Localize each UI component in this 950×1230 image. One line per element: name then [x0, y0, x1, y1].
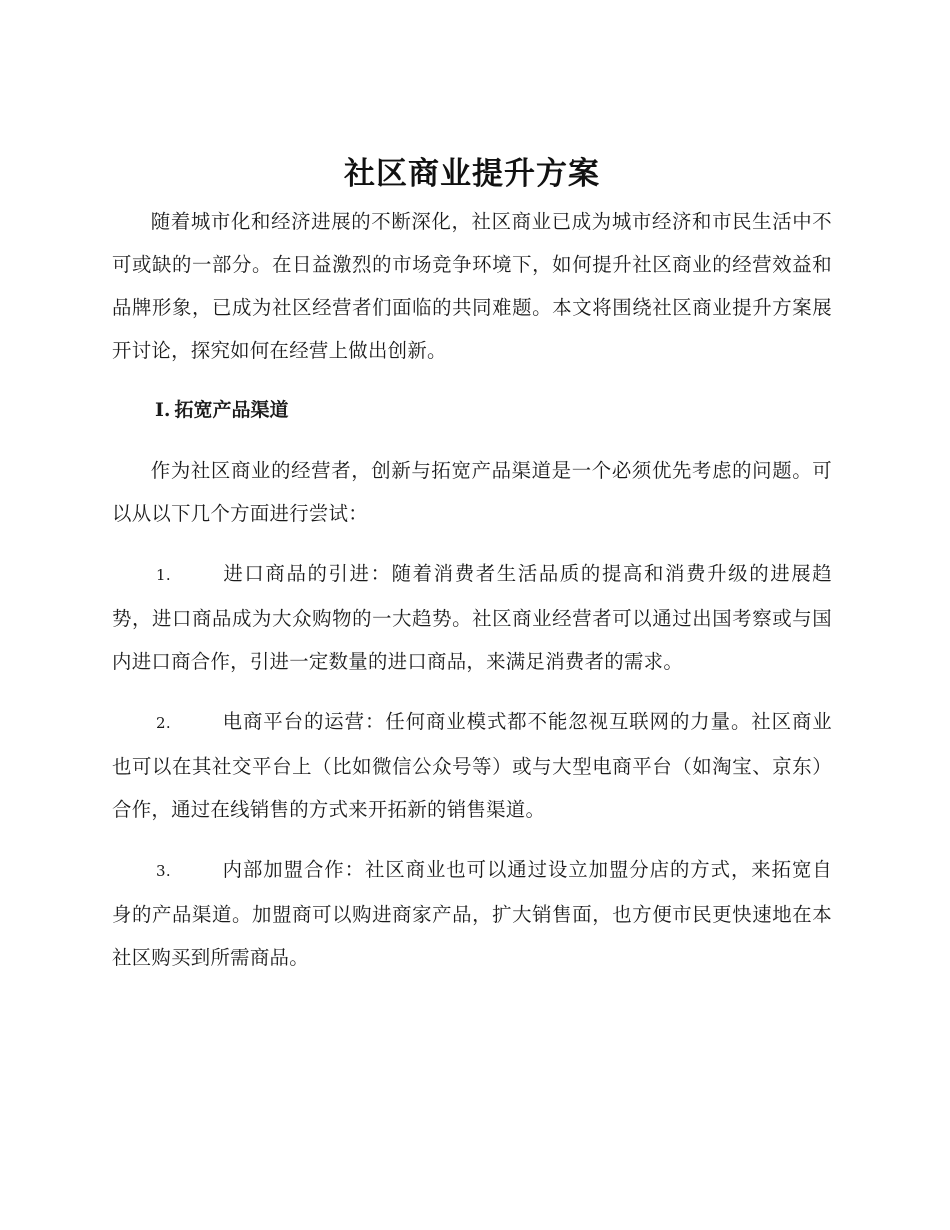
- list-item-1: [112, 552, 832, 683]
- list-item-number: 2.: [156, 714, 171, 732]
- list-item-text: 内部加盟合作：社区商业也可以通过设立加盟分店的方式，来拓宽自身的产品渠道。加盟商可以购进商家产品，扩大销售面，也方便市民更快速地在本社区购买到所需商品。: [112, 858, 832, 969]
- list-item-3: [112, 848, 832, 979]
- section-number: I.: [155, 399, 171, 421]
- document-page: [112, 148, 832, 979]
- section-heading: [112, 389, 832, 432]
- list-item-number: 3.: [156, 862, 171, 880]
- list-item-text: 进口商品的引进：随着消费者生活品质的提高和消费升级的进展趋势，进口商品成为大众购物的一大趋势。社区商业经营者可以通过出国考察或与国内进口商合作，引进一定数量的进口商品，来满足消费者的需求。: [112, 562, 832, 673]
- list-item-text: 电商平台的运营：任何商业模式都不能忽视互联网的力量。社区商业也可以在其社交平台上（比如微信公众号等）或与大型电商平台（如淘宝、京东）合作，通过在线销售的方式来开拓新的销售渠道。: [112, 710, 832, 821]
- document-title: 社区商业提升方案: [344, 156, 600, 192]
- intro-paragraph: 随着城市化和经济进展的不断深化，社区商业已成为城市经济和市民生活中不可或缺的一部分。在日益激烈的市场竞争环境下，如何提升社区商业的经营效益和品牌形象，已成为社区经营者们面临的共同难题。本文将围绕社区商业提升方案展开讨论，探究如何在经营上做出创新。: [112, 210, 832, 362]
- list-item-2: [112, 700, 832, 831]
- section-paragraph: 作为社区商业的经营者，创新与拓宽产品渠道是一个必须优先考虑的问题。可以从以下几个方面进行尝试：: [112, 459, 832, 525]
- section-heading-text: 拓宽产品渠道: [174, 399, 289, 421]
- list-item-number: 1.: [156, 566, 171, 584]
